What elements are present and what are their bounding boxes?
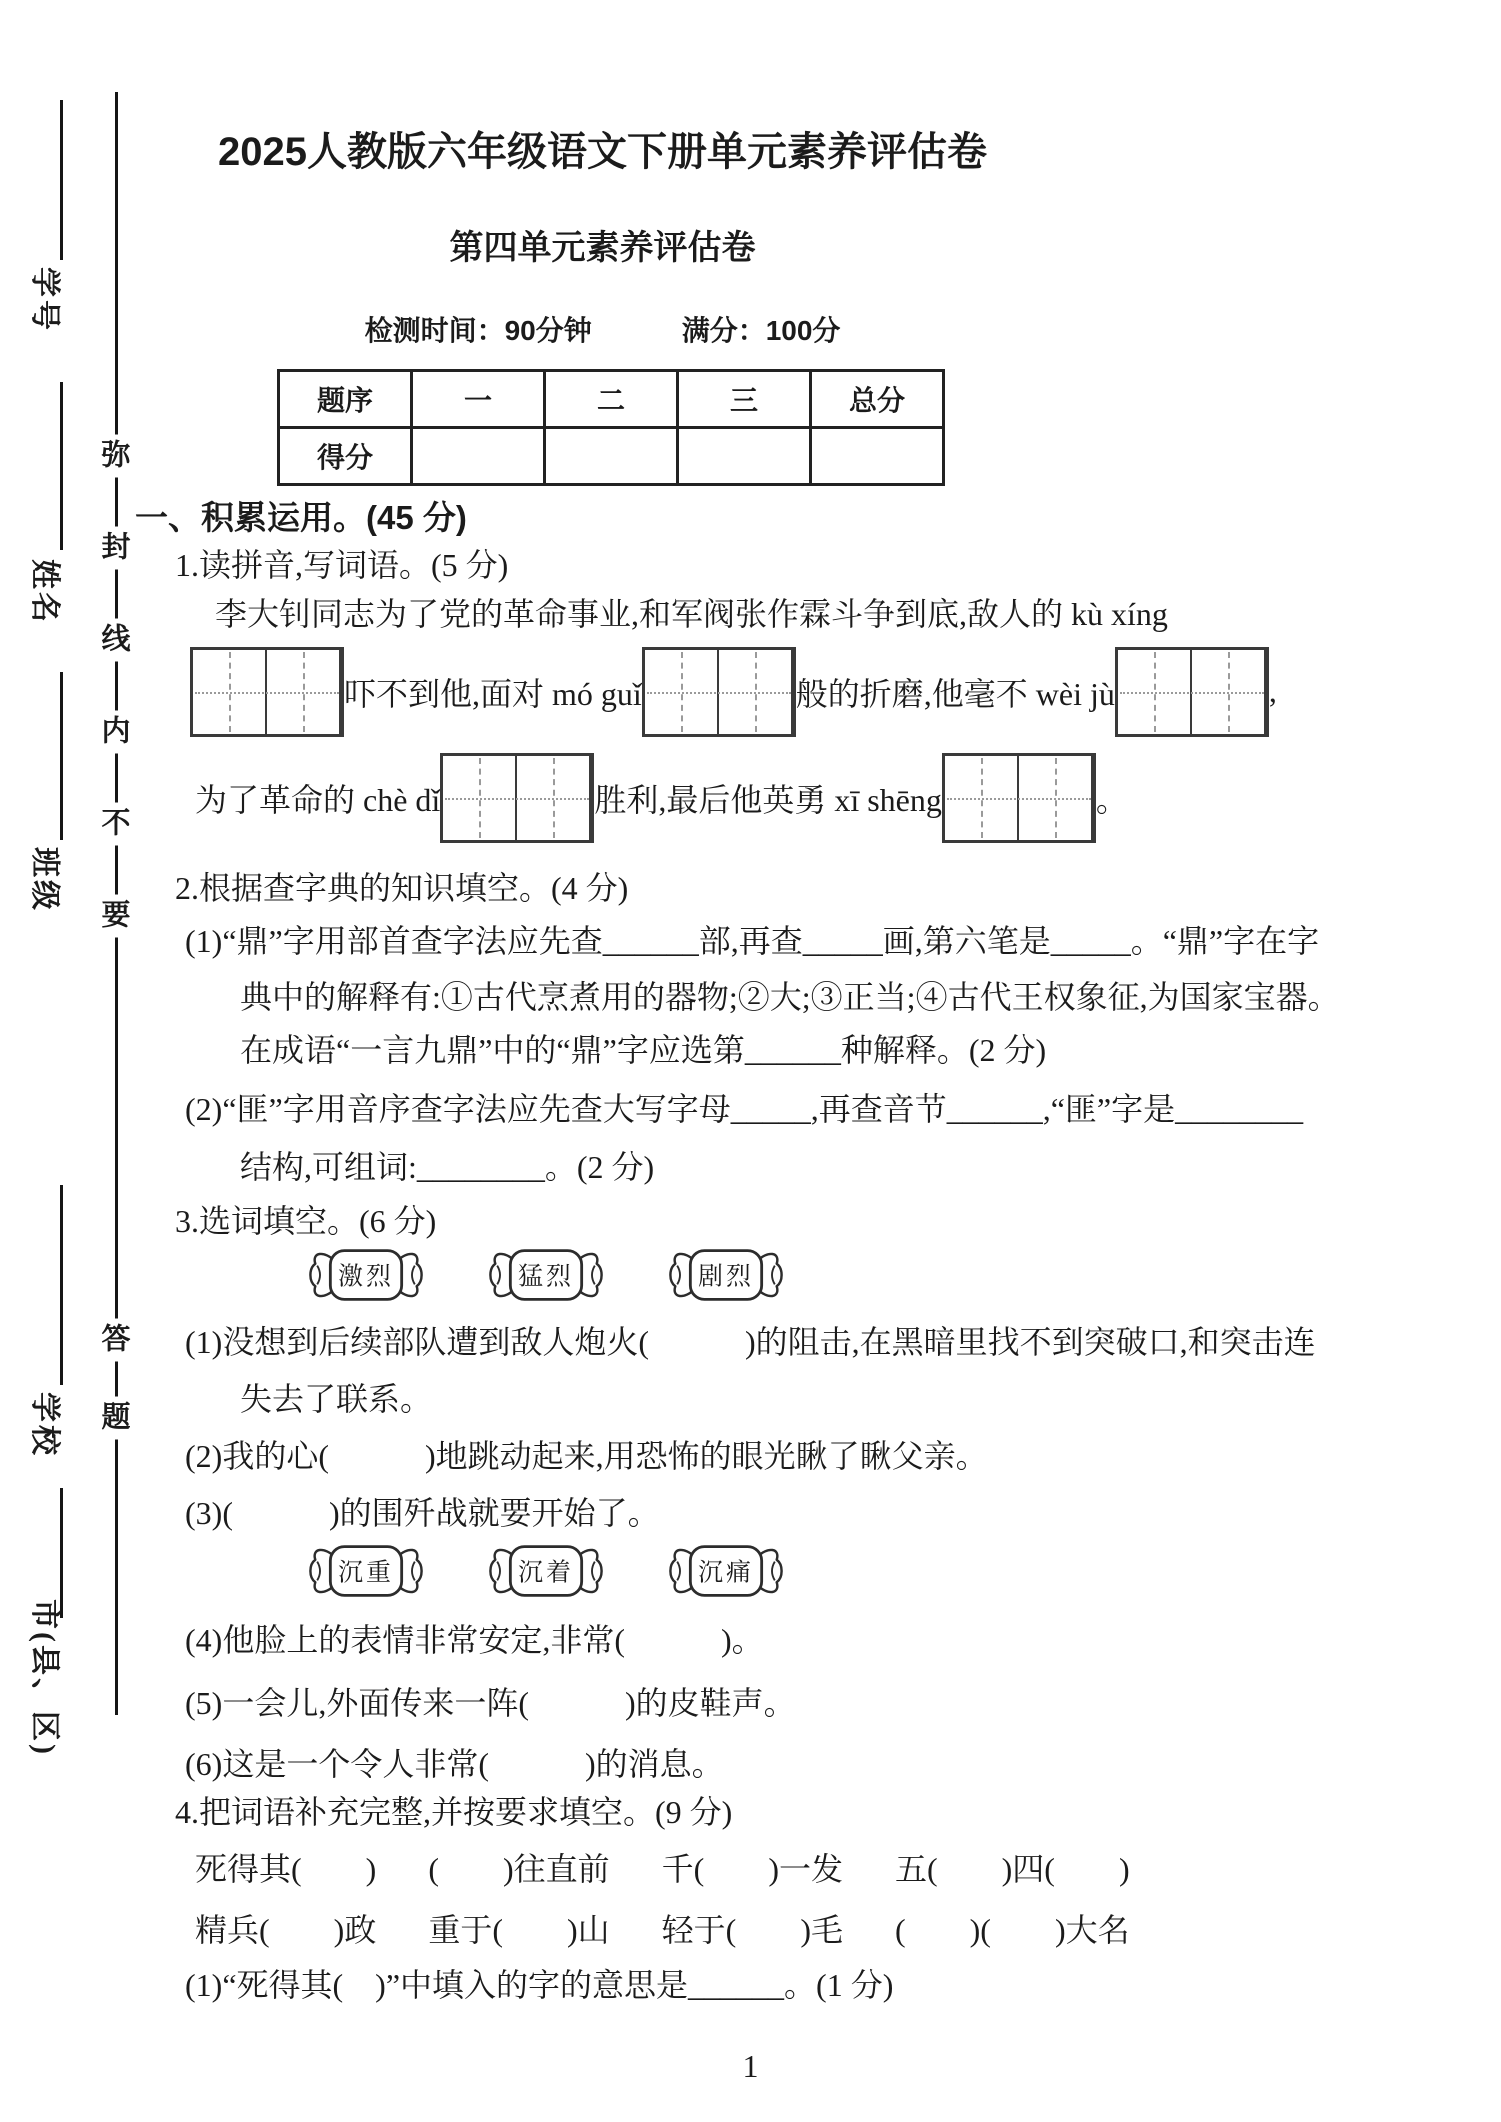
full-score-label: 满分：100分	[681, 314, 841, 346]
question-3-item: 失去了联系。	[240, 1380, 433, 1417]
idiom-blank: 轻于( )毛	[661, 1911, 843, 1948]
idiom-blank: 精兵( )政	[195, 1911, 377, 1948]
seal-line-char: 内	[100, 711, 131, 754]
table-header-cell: 三	[678, 370, 811, 427]
score-blank-cell[interactable]	[412, 427, 545, 484]
candy-word: 沉着	[517, 1559, 574, 1587]
table-row	[279, 427, 944, 484]
table-header-cell: 一	[412, 370, 545, 427]
score-table	[277, 369, 945, 486]
question-2-text-line: (2)“匪”字用音序查字法应先查大写字母_____,再查音节______,“匪”字是________	[185, 1090, 1304, 1127]
question-2-text-line: 典中的解释有:①古代烹煮用的器物;②大;③正当;④古代王权象征,为国家宝器。	[240, 978, 1340, 1015]
candy-word: 激烈	[337, 1263, 394, 1291]
field-blank-line	[60, 1185, 63, 1385]
exam-body	[135, 128, 1465, 2006]
question-2-text-line: 在成语“一言九鼎”中的“鼎”字应选第______种解释。(2 分)	[240, 1031, 1047, 1068]
table-header-cell: 总分	[811, 370, 944, 427]
question-3-heading: 3.选词填空。(6 分)	[175, 1202, 437, 1239]
idiom-blank: 重于( )山	[428, 1911, 610, 1948]
score-blank-cell[interactable]	[545, 427, 678, 484]
seal-line-char: 不	[100, 803, 131, 846]
question-1-text-segment: 般的折磨,他毫不 wèi jù	[795, 675, 1115, 712]
pinyin-answer-grid[interactable]	[642, 647, 796, 737]
idiom-row	[195, 1849, 1465, 1890]
table-header-cell: 二	[545, 370, 678, 427]
exam-time-label: 检测时间：90分钟	[364, 314, 592, 346]
seal-line-char: 题	[100, 1397, 131, 1440]
question-3-item: (4)他脸上的表情非常安定,非常( )。	[185, 1621, 764, 1658]
candy-word: 沉重	[337, 1559, 394, 1587]
field-blank-line	[60, 672, 63, 840]
page-title: 2025人教版六年级语文下册单元素养评估卷	[218, 130, 987, 174]
field-blank-line	[60, 382, 63, 550]
idiom-blank: ( )往直前	[428, 1850, 610, 1887]
pinyin-answer-grid[interactable]	[190, 647, 344, 737]
question-1-answer-line	[195, 753, 1465, 843]
word-candy	[485, 1244, 607, 1306]
idiom-row	[195, 1910, 1465, 1951]
pinyin-answer-grid[interactable]	[1115, 647, 1269, 737]
exam-subtitle: 第四单元素养评估卷	[449, 229, 756, 267]
seal-line-char: 封	[100, 527, 131, 570]
table-row	[279, 370, 944, 427]
question-1-text-segment: ,	[1268, 673, 1277, 710]
score-row-label: 得分	[279, 427, 412, 484]
score-blank-cell[interactable]	[811, 427, 944, 484]
word-choice-row	[305, 1244, 1465, 1306]
question-3-item: (6)这是一个令人非常( )的消息。	[185, 1745, 724, 1782]
question-4-heading: 4.把词语补充完整,并按要求填空。(9 分)	[175, 1793, 733, 1830]
word-candy	[485, 1540, 607, 1602]
student-field-label-school: 学校	[28, 1392, 61, 1458]
question-1-text-line: 李大钊同志为了党的革命事业,和军阀张作霖斗争到底,敌人的 kù xíng	[215, 595, 1168, 632]
question-1-text-segment: 吓不到他,面对 mó guǐ	[344, 675, 642, 712]
word-candy	[305, 1244, 427, 1306]
candy-word: 剧烈	[697, 1263, 754, 1291]
section-1-heading: 一、积累运用。(45 分)	[135, 498, 467, 536]
idiom-blank: 千( )一发	[661, 1850, 843, 1887]
field-blank-line	[60, 100, 63, 260]
question-2-heading: 2.根据查字典的知识填空。(4 分)	[175, 869, 629, 906]
seal-line-char: 答	[100, 1319, 131, 1362]
student-field-label-district: 市(县、区)	[28, 1599, 61, 1757]
seal-line-char: 要	[100, 895, 131, 938]
word-candy	[665, 1540, 787, 1602]
question-1-answer-line	[190, 647, 1465, 737]
page-number: 1	[742, 2048, 759, 2084]
question-1-heading: 1.读拼音,写词语。(5 分)	[175, 546, 509, 583]
student-field-label-number: 学号	[28, 267, 61, 333]
question-3-item: (1)没想到后续部队遭到敌人炮火( )的阻击,在黑暗里找不到突破口,和突击连	[185, 1323, 1316, 1360]
candy-word: 猛烈	[517, 1263, 574, 1291]
idiom-blank: ( )( )大名	[894, 1911, 1130, 1948]
question-1-text-segment: 胜利,最后他英勇 xī shēng	[594, 781, 942, 818]
question-1-text-segment: 。	[1095, 781, 1128, 818]
idiom-blank: 五( )四( )	[894, 1850, 1130, 1887]
seal-line-char: 弥	[100, 435, 131, 478]
table-header-cell: 题序	[279, 370, 412, 427]
student-field-label-class: 班级	[28, 847, 61, 913]
word-candy	[665, 1244, 787, 1306]
question-3-item: (3)( )的围歼战就要开始了。	[185, 1494, 660, 1531]
word-candy	[305, 1540, 427, 1602]
score-blank-cell[interactable]	[678, 427, 811, 484]
pinyin-answer-grid[interactable]	[440, 753, 594, 843]
seal-margin	[0, 0, 135, 2122]
question-2-text-line: (1)“鼎”字用部首查字法应先查______部,再查_____画,第六笔是_____。“鼎”字在字	[185, 922, 1320, 959]
seal-line-char: 线	[100, 619, 131, 662]
word-choice-row	[305, 1540, 1465, 1602]
question-3-item: (2)我的心( )地跳动起来,用恐怖的眼光瞅了瞅父亲。	[185, 1437, 988, 1474]
student-field-label-name: 姓名	[28, 559, 61, 625]
question-3-item: (5)一会儿,外面传来一阵( )的皮鞋声。	[185, 1684, 796, 1721]
question-4-subitem: (1)“死得其( )”中填入的字的意思是______。(1 分)	[185, 1966, 894, 2003]
question-1-text-segment: 为了革命的 chè dǐ	[195, 781, 441, 818]
pinyin-answer-grid[interactable]	[942, 753, 1096, 843]
idiom-blank: 死得其( )	[195, 1850, 377, 1887]
candy-word: 沉痛	[697, 1559, 754, 1587]
question-2-text-line: 结构,可组词:________。(2 分)	[240, 1148, 655, 1185]
